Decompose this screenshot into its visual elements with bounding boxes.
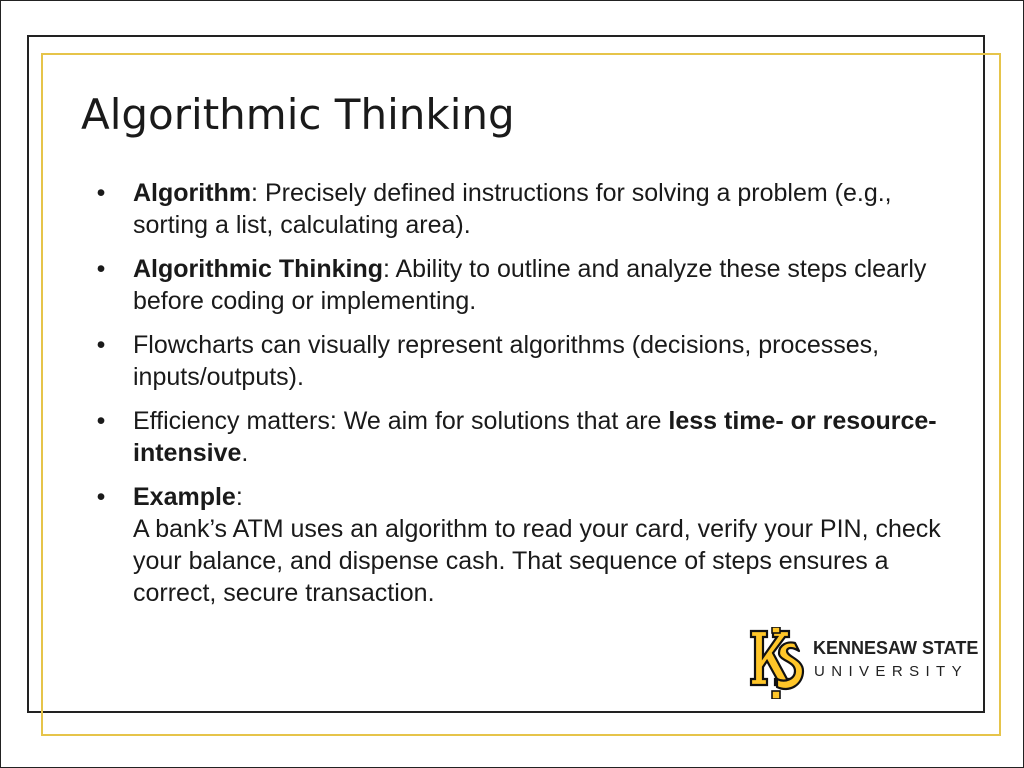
bullet-text: Efficiency matters: We aim for solutions that are: [133, 407, 669, 435]
bullet-item-example: [91, 481, 961, 609]
bullet-item-algorithmic-thinking: [91, 253, 961, 317]
bullet-text: : Ability to outline and analyze these steps clearly before coding or implementing.: [133, 255, 927, 315]
bullet-text: Flowcharts can visually represent algorithms (decisions, processes, inputs/outputs).: [133, 331, 880, 391]
logo-subtitle: UNIVERSITY: [814, 663, 969, 680]
bullet-item-flowcharts: [91, 329, 961, 393]
bullet-text: : Precisely defined instructions for solving a problem (e.g., sorting a list, calculating area).: [133, 179, 892, 239]
bullet-marker: •: [96, 483, 106, 511]
bullet-term: Algorithmic Thinking: [133, 255, 383, 283]
ks-monogram-icon: [747, 627, 805, 699]
slide-title: Algorithmic Thinking: [81, 90, 515, 139]
bullet-item-efficiency: [91, 405, 961, 469]
example-body: A bank’s ATM uses an algorithm to read your card, verify your PIN, check your balance, and dispense cash. That sequence of steps ensures a correct, secure transaction.: [133, 515, 941, 607]
bullet-term: Example: [133, 483, 236, 511]
bullet-marker: •: [96, 407, 106, 435]
bullet-text-end: .: [241, 439, 249, 467]
logo-name: KENNESAW STATE: [813, 638, 979, 658]
university-logo: [747, 627, 979, 699]
bullet-item-algorithm: [91, 177, 961, 241]
bullet-emphasis: less time- or resource-intensive: [133, 407, 937, 467]
bullet-text: :: [235, 483, 243, 511]
bullet-marker: •: [96, 255, 106, 283]
bullet-marker: •: [96, 331, 106, 359]
bullet-term: Algorithm: [133, 179, 252, 207]
bullet-marker: •: [96, 179, 106, 207]
bullet-list: [91, 177, 961, 621]
